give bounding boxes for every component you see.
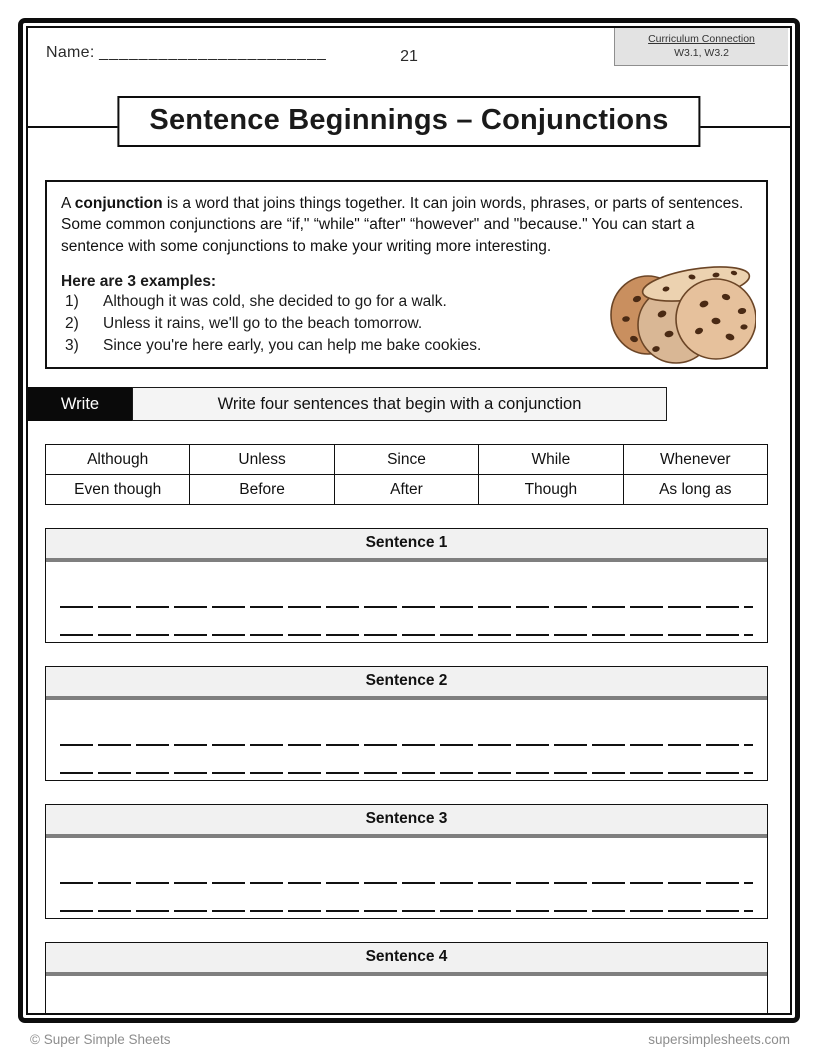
sentence-writing-area[interactable] <box>46 562 767 642</box>
example-number: 3) <box>65 337 79 355</box>
conjunction-cell: After <box>334 475 478 505</box>
conjunction-cell: Whenever <box>623 445 767 475</box>
sentence-box-title: Sentence 4 <box>46 943 767 976</box>
curriculum-title: Curriculum Connection <box>648 33 755 45</box>
writing-line[interactable] <box>60 634 753 636</box>
definition-box <box>45 180 768 369</box>
sentence-box-2 <box>45 666 768 781</box>
writing-line[interactable] <box>60 772 753 774</box>
write-instruction: Write four sentences that begin with a conjunction <box>132 387 667 421</box>
conjunction-cell: While <box>479 445 623 475</box>
title-band <box>28 96 790 158</box>
sentence-writing-area[interactable] <box>46 838 767 918</box>
worksheet-header <box>28 28 790 86</box>
writing-line[interactable] <box>60 882 753 884</box>
sentence-box-3 <box>45 804 768 919</box>
page-title: Sentence Beginnings – Conjunctions <box>149 104 669 136</box>
example-text: Since you're here early, you can help me bake cookies. <box>103 337 482 355</box>
sentence-box-title: Sentence 2 <box>46 667 767 700</box>
writing-line[interactable] <box>60 606 753 608</box>
writing-line[interactable] <box>60 744 753 746</box>
example-number: 1) <box>65 293 79 311</box>
title-box <box>117 96 700 147</box>
sentence-box-title: Sentence 3 <box>46 805 767 838</box>
curriculum-codes: W3.1, W3.2 <box>674 47 729 59</box>
example-text: Although it was cold, she decided to go for a walk. <box>103 293 447 311</box>
write-label: Write <box>28 387 132 421</box>
name-label: Name: <box>46 44 95 61</box>
page-footer <box>30 1032 790 1047</box>
sentence-box-title: Sentence 1 <box>46 529 767 562</box>
write-section-banner <box>28 387 790 421</box>
sentence-writing-area[interactable] <box>46 700 767 780</box>
example-number: 2) <box>65 315 79 333</box>
conjunction-cell: As long as <box>623 475 767 505</box>
curriculum-connection-box <box>614 28 788 66</box>
sentence-writing-area[interactable] <box>46 976 767 1015</box>
sentence-box-4 <box>45 942 768 1015</box>
conjunction-cell: Unless <box>190 445 334 475</box>
writing-line[interactable] <box>60 910 753 912</box>
conjunction-cell: Before <box>190 475 334 505</box>
copyright-text: © Super Simple Sheets <box>30 1032 171 1047</box>
conjunction-word-bank <box>45 444 768 505</box>
cookies-illustration <box>604 259 756 365</box>
website-link[interactable]: supersimplesheets.com <box>648 1032 790 1047</box>
name-blank-line[interactable]: _______________________ <box>99 44 327 61</box>
sentence-box-1 <box>45 528 768 643</box>
conjunction-cell: Although <box>46 445 190 475</box>
conjunction-cell: Since <box>334 445 478 475</box>
conjunction-cell: Even though <box>46 475 190 505</box>
page-frame-inner <box>26 26 792 1015</box>
examples-heading: Here are 3 examples: <box>61 273 217 291</box>
table-row <box>46 475 768 505</box>
page-frame <box>18 18 800 1023</box>
bold-conjunction-word: conjunction <box>74 195 163 212</box>
page-number: 21 <box>400 48 418 65</box>
definition-paragraph: A conjunction is a word that joins things together. It can join words, phrases, or parts of sentences. Some common conjunctions are “if," “while" “after" “however" and "because." You can start a sentence with some conjunctions to make your writing more interesting. <box>61 195 744 255</box>
table-row <box>46 445 768 475</box>
conjunction-cell: Though <box>479 475 623 505</box>
example-text: Unless it rains, we'll go to the beach tomorrow. <box>103 315 423 333</box>
cookies-icon <box>604 259 756 365</box>
